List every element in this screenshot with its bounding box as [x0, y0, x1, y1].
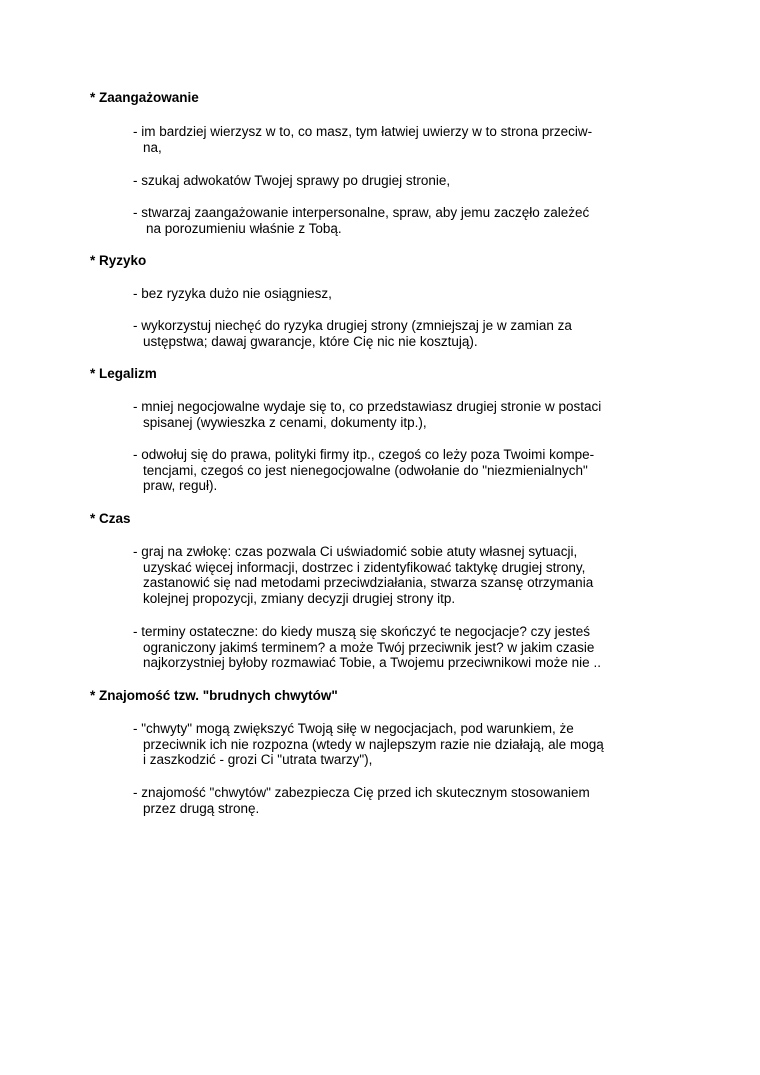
- list-item-line: zastanowić się nad metodami przeciwdziałania, stwarza szansę otrzymania: [143, 575, 594, 590]
- list-item-line: praw, reguł).: [143, 478, 218, 493]
- list-item-line: - mniej negocjowalne wydaje się to, co przedstawiasz drugiej stronie w postaci: [133, 399, 602, 414]
- list-item-line: spisanej (wywieszka z cenami, dokumenty itp.),: [143, 414, 427, 430]
- list-item-line: przez drugą stronę.: [143, 800, 260, 816]
- list-item-line: na,: [143, 139, 162, 155]
- section-heading-legalizm: * Legalizm: [90, 366, 157, 381]
- list-item: [133, 544, 633, 606]
- list-item-line: - terminy ostateczne: do kiedy muszą się skończyć te negocjacje? czy jesteś: [133, 624, 590, 639]
- list-item-line: ustępstwa; dawaj gwarancje, które Cię nic nie kosztują).: [143, 333, 478, 349]
- list-item-line: kolejnej propozycji, zmiany decyzji drugiej strony itp.: [143, 590, 456, 606]
- list-item: [133, 318, 633, 349]
- list-item-line: - bez ryzyka dużo nie osiągniesz,: [133, 286, 332, 301]
- list-item: [133, 399, 633, 430]
- list-item-line: - odwołuj się do prawa, polityki firmy itp., czegoś co leży poza Twoimi kompe-: [133, 447, 595, 462]
- list-item: [133, 173, 633, 189]
- list-item: [133, 124, 633, 155]
- list-item-line: - graj na zwłokę: czas pozwala Ci uświadomić sobie atuty własnej sytuacji,: [133, 544, 578, 559]
- section-heading-ryzyko: * Ryzyko: [90, 253, 147, 268]
- list-item-line: - szukaj adwokatów Twojej sprawy po drugiej stronie,: [133, 173, 451, 188]
- list-item-line: - im bardziej wierzysz w to, co masz, tym łatwiej uwierzy w to strona przeciw-: [133, 124, 593, 139]
- list-item: [133, 286, 633, 302]
- list-item: [133, 205, 633, 236]
- section-heading-zaangazowanie: * Zaangażowanie: [90, 90, 199, 105]
- section-heading-czas: * Czas: [90, 511, 131, 526]
- list-item-line: tencjami, czegoś co jest nienegocjowalne (odwołanie do "niezmienialnych": [143, 462, 588, 478]
- list-item-line: i zaszkodzić - grozi Ci "utrata twarzy"),: [143, 752, 373, 767]
- list-item-line: - "chwyty" mogą zwiększyć Twoją siłę w negocjacjach, pod warunkiem, że: [133, 721, 574, 736]
- list-item-line: przeciwnik ich nie rozpozna (wtedy w najlepszym razie nie działają, ale mogą: [143, 736, 604, 752]
- section-heading-brudne-chwyty: * Znajomość tzw. "brudnych chwytów": [90, 688, 338, 703]
- list-item: [133, 624, 633, 671]
- list-item-line: - stwarzaj zaangażowanie interpersonalne, spraw, aby jemu zaczęło zależeć: [133, 205, 590, 220]
- list-item-line: - znajomość "chwytów" zabezpiecza Cię przed ich skutecznym stosowaniem: [133, 785, 590, 800]
- list-item-line: ograniczony jakimś terminem? a może Twój przeciwnik jest? w jakim czasie: [143, 639, 595, 655]
- list-item-line: - wykorzystuj niechęć do ryzyka drugiej strony (zmniejszaj je w zamian za: [133, 318, 572, 333]
- list-item-line: na porozumieniu właśnie z Tobą.: [146, 220, 342, 236]
- list-item-line: najkorzystniej byłoby rozmawiać Tobie, a Twojemu przeciwnikowi może nie ..: [143, 655, 601, 670]
- list-item-line: uzyskać więcej informacji, dostrzec i zidentyfikować taktykę drugiej strony,: [143, 559, 586, 575]
- list-item: [133, 447, 633, 494]
- list-item: [133, 785, 633, 816]
- list-item: [133, 721, 633, 768]
